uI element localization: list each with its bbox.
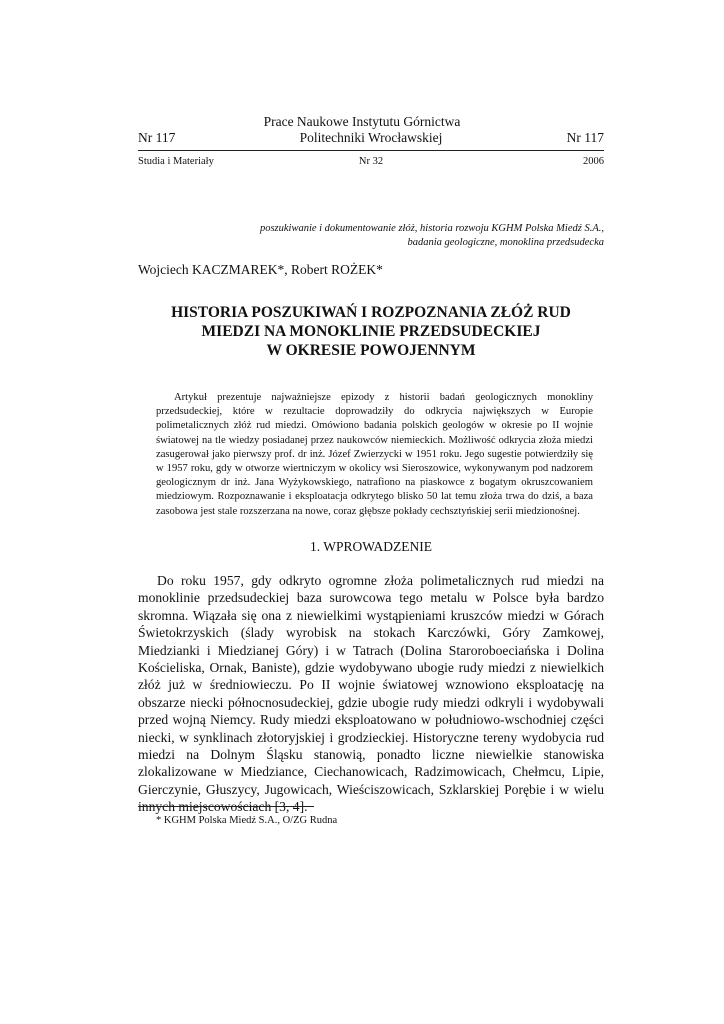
issue-number-right: Nr 117 (566, 130, 604, 145)
title-line-1: HISTORIA POSZUKIWAŃ I ROZPOZNANIA ZŁÓŻ RUD (171, 304, 571, 321)
keywords (138, 222, 604, 250)
authors: Wojciech KACZMAREK*, Robert ROŻEK* (138, 262, 383, 277)
section-heading: 1. WPROWADZENIE (310, 539, 432, 554)
university-name: Politechniki Wrocławskiej (299, 130, 443, 145)
title-line-3: W OKRESIE POWOJENNYM (266, 342, 476, 359)
series-row (138, 155, 604, 168)
publication-year: 2006 (583, 156, 604, 167)
series-name: Studia i Materiały (138, 156, 214, 167)
institution-name: Prace Naukowe Instytutu Górnictwa (263, 114, 461, 129)
article-title (138, 303, 604, 360)
abstract: Artykuł prezentuje najważniejsze epizody z historii badań geologicznych monokliny przedsudeckiej, które w rezultacie doprowadziły do odkrycia największych w Europie polimetalicznych złóż rud miedzi. Omówiono badania polskich geologów w okresie po II wojnie światowej na tle wiedzy posiadanej przez naukowców niemieckich. Możliwość odkrycia złoża miedzi zasugerował jako pierwszy prof. dr inż. Józef Zwierzycki w 1951 roku. Jego sugestie potwierdziły się w 1957 roku, gdy w otworze wiertniczym w okolicy wsi Sieroszowice, wykonywanym pod nadzorem geologicznym dr inż. Jana Wyżykowskiego, natrafiono na piaskowce z bogatym okruszcowaniem miedziowym. Rozpoznawanie i eksploatacja odkrytego blisko 50 lat temu złoża trwa do dziś, a baza zasobowa jest stale rozszerzana na nowe, coraz głębsze pokłady cechsztyńskiej serii miedzionośnej. (156, 392, 593, 517)
issue-number-left: Nr 117 (138, 130, 176, 145)
keywords-line-1: poszukiwanie i dokumentowanie złóż, historia rozwoju KGHM Polska Miedź S.A., (259, 223, 604, 234)
header-row (138, 130, 604, 146)
series-issue: Nr 32 (358, 156, 384, 167)
body-paragraph: Do roku 1957, gdy odkryto ogromne złoża polimetalicznych rud miedzi na monoklinie przedsudeckiej baza surowcowa tego metalu w Polsce była bardzo skromna. Wiązała się ona z niewielkimi wystąpieniami kruszców miedzi w Górach Świetokrzyskich (ślady wyrobisk na stokach Karczówki, Góry Zamkowej, Miedzianki i Miedzianej Góry) i w Tatrach (Dolina Staroroboeciańska i Dolina Kościeliska, Ornak, Baniste), gdzie wydobywano ubogie rudy miedzi z niewielkich złóż już w średniowieczu. Po II wojnie światowej wznowiono eksploatację na obszarze niecki północnosudeckiej, gdzie ubogie rudy miedzi odkryli i wydobywali przed wojną Niemcy. Rudy miedzi eksploatowano w południowo-wschodniej części niecki, w synklinach złotoryjskiej i grodzieckiej. Historyczne tereny wydobycia rud miedzi na Dolnym Śląsku stanowią, ponadto liczne niewielkie stanowiska zlokalizowane w Miedziance, Ciechanowicach, Radzimowicach, Chełmcu, Lipie, Gierczynie, Głuszycy, Jugowicach, Wieściszowicach, Szklarskiej Porębie i w wielu innych miejscowościach [3, 4]. (138, 573, 604, 815)
footnote: * KGHM Polska Miedź S.A., O/ZG Rudna (156, 815, 338, 826)
header-rule (138, 150, 604, 151)
keywords-line-2: badania geologiczne, monoklina przedsudecka (407, 237, 604, 248)
footnote-rule (138, 806, 314, 807)
title-line-2: MIEDZI NA MONOKLINIE PRZEDSUDECKIEJ (201, 323, 541, 340)
